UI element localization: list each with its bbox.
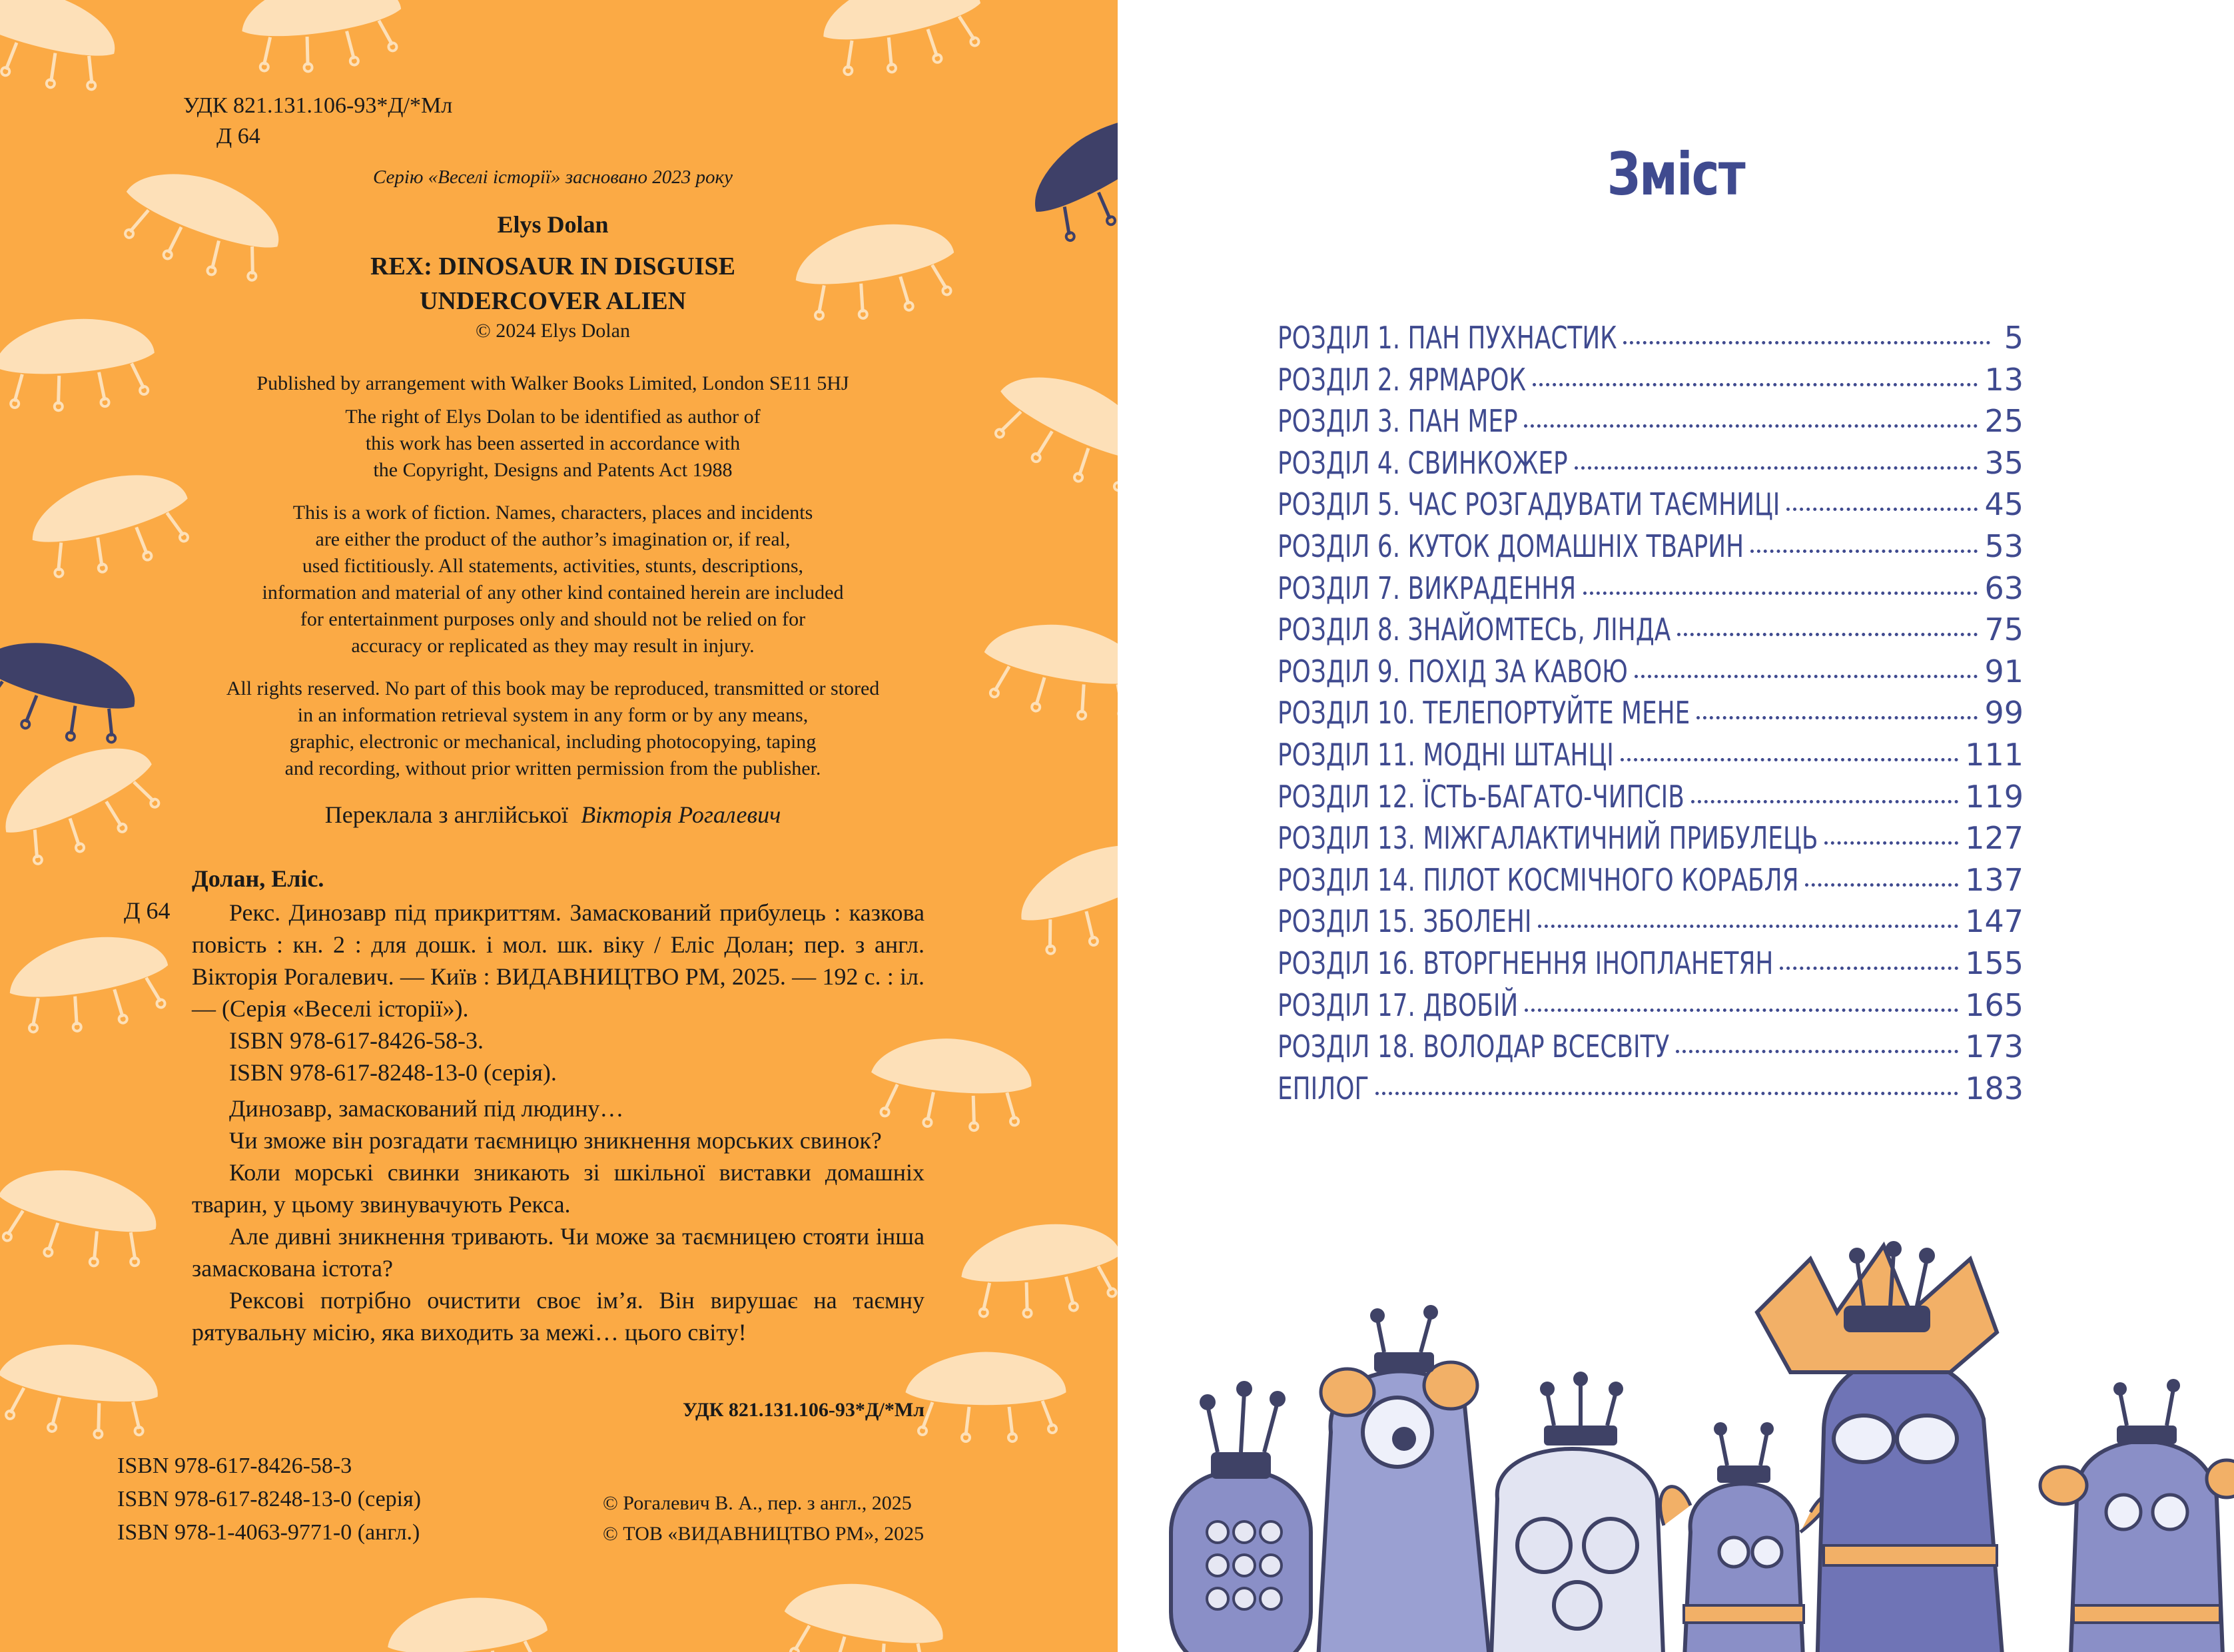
biblio-isbn: ISBN 978-617-8426-58-3.: [229, 1027, 484, 1054]
contents-entry-title: РОЗДІЛ 3. ПАН МЕР: [1278, 403, 1518, 440]
contents-entry-page: 137: [1965, 861, 2024, 898]
contents-entry-leader: [1676, 1050, 1958, 1053]
isbn-line: ISBN 978-1-4063-9771-0 (англ.): [117, 1520, 420, 1545]
original-title-line1: REX: DINOSAUR IN DISGUISE: [370, 252, 735, 280]
copyright-en: © 2024 Elys Dolan: [476, 320, 630, 342]
contents-entry: [1278, 695, 2024, 737]
contents-entry-leader: [1691, 800, 1958, 803]
contents-entry-title: РОЗДІЛ 18. ВОЛОДАР ВСЕСВІТУ: [1278, 1029, 1670, 1065]
reserved-line: graphic, electronic or mechanical, including photocopying, taping: [289, 731, 817, 753]
ufo-light-icon: [384, 1591, 552, 1652]
contents-entry: [1278, 528, 2024, 570]
contents-entry-page: 165: [1965, 987, 2024, 1023]
alien-small-icon: [1661, 1422, 1830, 1652]
contents-entry-page: 75: [1984, 612, 2024, 648]
original-title: [253, 249, 853, 318]
contents-entry-leader: [1780, 967, 1958, 970]
contents-entry: [1278, 1029, 2024, 1070]
reserved-line: in an information retrieval system in any form or by any means,: [297, 704, 809, 726]
alien-right-icon: [2040, 1379, 2234, 1652]
alien-big-eye-icon: [1317, 1305, 1491, 1652]
contents-entry-page: 25: [1984, 403, 2024, 440]
contents-entry-title: РОЗДІЛ 8. ЗНАЙОМТЕСЬ, ЛІНДА: [1278, 612, 1671, 648]
alien-many-eyes-icon: [1171, 1381, 1311, 1652]
contents-entry-page: 91: [1984, 653, 2024, 689]
contents-entry-leader: [1583, 592, 1978, 595]
contents-entry-title: ЕПІЛОГ: [1278, 1070, 1369, 1106]
contents-entry-leader: [1621, 758, 1959, 761]
ufo-light-icon: [906, 1352, 1066, 1442]
contents-entry-title: РОЗДІЛ 2. ЯРМАРОК: [1278, 361, 1526, 398]
udk-top: УДК 821.131.106-93*Д/*Мл: [183, 93, 453, 118]
contents-entry-title: РОЗДІЛ 13. МІЖГАЛАКТИЧНИЙ ПРИБУЛЕЦЬ: [1278, 820, 1818, 857]
fiction-line: for entertainment purposes only and should not be relied on for: [300, 608, 806, 630]
contents-entry-leader: [1623, 341, 1990, 344]
isbn-list: [117, 1449, 421, 1549]
published-by: Published by arrangement with Walker Books Limited, London SE11 5HJ: [256, 372, 849, 394]
ufo-light-icon: [956, 1215, 1118, 1326]
contents-entry: [1278, 403, 2024, 445]
ufo-light-icon: [3, 926, 177, 1042]
contents-entry-page: 99: [1984, 695, 2024, 731]
ufo-light-icon: [0, 728, 172, 877]
contents-entry-page: 35: [1984, 444, 2024, 481]
contents-entry: [1278, 612, 2024, 653]
contents-entry-leader: [1824, 841, 1958, 845]
original-title-line2: UNDERCOVER ALIEN: [419, 287, 687, 315]
ufo-light-icon: [0, 313, 159, 416]
isbn-line: ISBN 978-617-8426-58-3: [117, 1453, 352, 1478]
contents-entry: [1278, 486, 2024, 528]
fiction-line: information and material of any other kind contained herein are included: [262, 582, 844, 604]
contents-entry-leader: [1805, 883, 1958, 887]
rights-line: The right of Elys Dolan to be identified as author of: [345, 406, 761, 428]
contents-entry: [1278, 945, 2024, 987]
contents-entry-page: 63: [1984, 570, 2024, 606]
contents-entry-title: РОЗДІЛ 14. ПІЛОТ КОСМІЧНОГО КОРАБЛЯ: [1278, 861, 1799, 898]
contents-entry-leader: [1635, 675, 1978, 678]
contents-entry-title: РОЗДІЛ 4. СВИНКОЖЕР: [1278, 444, 1568, 481]
contents-entry-title: РОЗДІЛ 10. ТЕЛЕПОРТУЙТЕ МЕНЕ: [1278, 695, 1690, 731]
contents-entry-page: 111: [1965, 736, 2024, 773]
contents-entry: [1278, 987, 2024, 1029]
contents-entry-page: 45: [1984, 486, 2024, 523]
contents-entry-leader: [1524, 424, 1978, 428]
contents-entry-title: РОЗДІЛ 17. ДВОБІЙ: [1278, 987, 1519, 1023]
ufo-dark-icon: [1016, 97, 1118, 254]
biblio-heading: Долан, Еліс.: [192, 865, 324, 892]
ufo-light-icon: [0, 0, 124, 101]
contents-entry: [1278, 445, 2024, 487]
contents-entry-title: РОЗДІЛ 11. МОДНІ ШТАНЦІ: [1278, 736, 1614, 773]
contents-entry-leader: [1677, 633, 1978, 636]
contents-list: [1278, 320, 2024, 1112]
udk-bottom: УДК 821.131.106-93*Д/*Мл: [683, 1399, 925, 1421]
series-note: Серію «Веселі історії» засновано 2023 року: [373, 167, 733, 188]
contents-entry: [1278, 320, 2024, 362]
fiction-line: accuracy or replicated as they may result in injury.: [351, 635, 755, 657]
rights-reserved: [153, 675, 952, 782]
rights-statement: [220, 404, 886, 484]
alien-glasses-icon: [1491, 1372, 1664, 1652]
ufo-dark-icon: [0, 626, 144, 754]
contents-entry-title: РОЗДІЛ 5. ЧАС РОЗГАДУВАТИ ТАЄМНИЦІ: [1278, 486, 1780, 523]
contents-entry: [1278, 820, 2024, 862]
contents-entry-leader: [1525, 1009, 1958, 1012]
ufo-light-icon: [237, 0, 408, 80]
ufo-light-icon: [777, 1572, 950, 1652]
annotation-line: Динозавр, замаскований під людину…: [229, 1095, 624, 1122]
translator-credit: [153, 801, 952, 829]
fiction-line: This is a work of fiction. Names, characters, places and incidents: [292, 502, 813, 524]
copyright-block: [603, 1488, 924, 1549]
contents-entry: [1278, 653, 2024, 695]
contents-entry-title: РОЗДІЛ 6. КУТОК ДОМАШНІХ ТВАРИН: [1278, 528, 1744, 564]
contents-entry-leader: [1375, 1092, 1958, 1095]
annotation-line: Рексові потрібно очистити своє ім’я. Він вирушає на таємну рятувальну місію, яка виходить за межі… цього світу!: [192, 1287, 925, 1346]
contents-entry-page: 5: [2004, 320, 2024, 356]
fiction-line: are either the product of the author’s imagination or, if real,: [315, 528, 791, 550]
contents-entry: [1278, 570, 2024, 612]
contents-entry-page: 127: [1965, 820, 2024, 857]
isbn-line: ISBN 978-617-8248-13-0 (серія): [117, 1487, 422, 1511]
contents-entry: [1278, 362, 2024, 404]
contents-entry-leader: [1786, 508, 1978, 511]
ufo-light-icon: [1008, 827, 1118, 965]
biblio-mark: Д 64: [124, 897, 171, 924]
annotation-line: Коли морські свинки зникають зі шкільної виставки домашніх тварин, у цьому звинувачують Рекса.: [192, 1159, 925, 1218]
contents-entry: [1278, 1070, 2024, 1112]
contents-entry: [1278, 903, 2024, 945]
translator-label: Переклала з англійської: [324, 801, 569, 828]
contents-entry: [1278, 737, 2024, 779]
biblio-description: Рекс. Динозавр під прикриттям. Замаскований прибулець : казкова повість : кн. 2 : для дошк. і мол. шк. віку / Еліс Долан; пер. з англ. Вікторія Рогалевич. — Київ : ВИДАВНИЦТВО РМ, 2025. — 192 с. : іл. — (Серія «Веселі історії»).: [192, 899, 925, 1022]
contents-entry-title: РОЗДІЛ 15. ЗБОЛЕНІ: [1278, 903, 1532, 940]
copyright-line: © Рогалевич В. А., пер. з англ., 2025: [603, 1492, 912, 1514]
contents-entry-leader: [1750, 550, 1978, 553]
original-author: Elys Dolan: [497, 211, 609, 238]
contents-entry-title: РОЗДІЛ 12. ЇСТЬ-БАГАТО-ЧИПСІВ: [1278, 778, 1684, 815]
contents-entry: [1278, 862, 2024, 904]
ufo-light-icon: [976, 613, 1118, 729]
ufo-light-icon: [815, 0, 990, 85]
contents-entry: [1278, 779, 2024, 821]
contents-entry-leader: [1575, 466, 1978, 470]
contents-entry-page: 13: [1984, 361, 2024, 398]
rights-line: this work has been asserted in accordance with: [365, 432, 741, 454]
copyright-line: © ТОВ «ВИДАВНИЦТВО РМ», 2025: [603, 1523, 925, 1545]
contents-title: Зміст: [1607, 140, 1745, 208]
biblio-block: [192, 897, 925, 1348]
ufo-light-icon: [0, 1335, 163, 1446]
author-mark-top: Д 64: [216, 124, 260, 149]
biblio-isbn-series: ISBN 978-617-8248-13-0 (серія).: [229, 1059, 557, 1086]
reserved-line: All rights reserved. No part of this book may be reproduced, transmitted or stored: [226, 677, 880, 699]
contents-entry-title: РОЗДІЛ 16. ВТОРГНЕННЯ ІНОПЛАНЕТЯН: [1278, 945, 1774, 981]
aliens-illustration: [1118, 1232, 2234, 1652]
contents-entry-leader: [1538, 925, 1958, 928]
ufo-light-icon: [980, 355, 1118, 504]
contents-entry-page: 155: [1965, 945, 2024, 981]
rights-line: the Copyright, Designs and Patents Act 1988: [373, 459, 733, 481]
annotation-line: Чи зможе він розгадати таємницю зникнення морських свинок?: [229, 1127, 882, 1154]
contents-entry-title: РОЗДІЛ 7. ВИКРАДЕННЯ: [1278, 570, 1577, 606]
fiction-line: used fictitiously. All statements, activities, stunts, descriptions,: [302, 555, 804, 577]
contents-entry-page: 173: [1965, 1029, 2024, 1065]
contents-entry-title: РОЗДІЛ 1. ПАН ПУХНАСТИК: [1278, 320, 1617, 356]
contents-entry-title: РОЗДІЛ 9. ПОХІД ЗА КАВОЮ: [1278, 653, 1628, 689]
fiction-disclaimer: [153, 500, 952, 659]
contents-entry-page: 53: [1984, 528, 2024, 564]
annotation-line: Але дивні зникнення тривають. Чи може за таємницею стояти інша замаскована істота?: [192, 1223, 925, 1282]
contents-entry-leader: [1533, 383, 1978, 386]
contents-entry-page: 119: [1965, 778, 2024, 815]
ufo-light-icon: [0, 1156, 164, 1277]
translator-name: Вікторія Рогалевич: [581, 801, 781, 828]
contents-page: [1118, 0, 2234, 1652]
reserved-line: and recording, without prior written permission from the publisher.: [284, 757, 821, 779]
contents-entry-page: 147: [1965, 903, 2024, 940]
contents-entry-page: 183: [1965, 1070, 2024, 1106]
contents-entry-leader: [1696, 716, 1978, 719]
